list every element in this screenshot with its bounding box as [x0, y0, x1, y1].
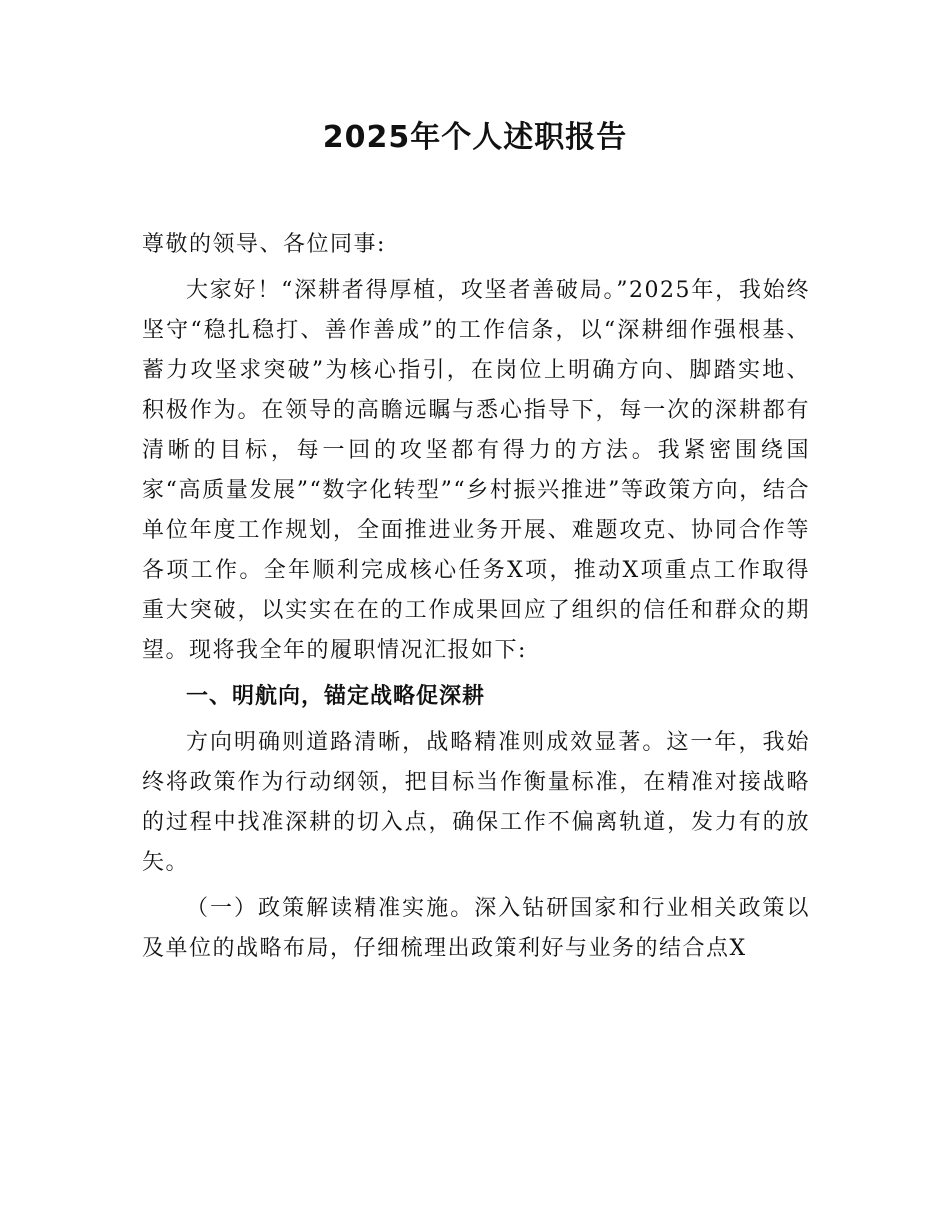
intro-paragraph: 大家好！“深耕者得厚植，攻坚者善破局。”2025年，我始终坚守“稳扎稳打、善作善成”的工作信条，以“深耕细作强根基、蓄力攻坚求突破”为核心指引，在岗位上明确方向、脚踏实地、积极作为。在领导的高瞻远瞩与悉心指导下，每一次的深耕都有清晰的目标，每一回的攻坚都有得力的方法。我紧密围绕国家“高质量发展”“数字化转型”“乡村振兴推进”等政策方向，结合单位年度工作规划，全面推进业务开展、难题攻克、协同合作等各项工作。全年顺利完成核心任务X项，推动X项重点工作取得重大突破，以实实在在的工作成果回应了组织的信任和群众的期望。现将我全年的履职情况汇报如下:	[142, 278, 810, 663]
section-heading: 一、明航向，锚定战略促深耕	[186, 684, 486, 709]
section-paragraph: 方向明确则道路清晰，战略精准则成效显著。这一年，我始终将政策作为行动纲领，把目标当作衡量标准，在精准对接战略的过程中找准深耕的切入点，确保工作不偏离轨道，发力有的放矢。	[142, 730, 810, 875]
document-title: 2025年个人述职报告	[322, 120, 628, 155]
document-body	[142, 225, 810, 975]
salutation: 尊敬的领导、各位同事:	[142, 232, 386, 257]
subsection-paragraph: （一）政策解读精准实施。深入钻研国家和行业相关政策以及单位的战略布局，仔细梳理出政策利好与业务的结合点X	[142, 896, 810, 961]
